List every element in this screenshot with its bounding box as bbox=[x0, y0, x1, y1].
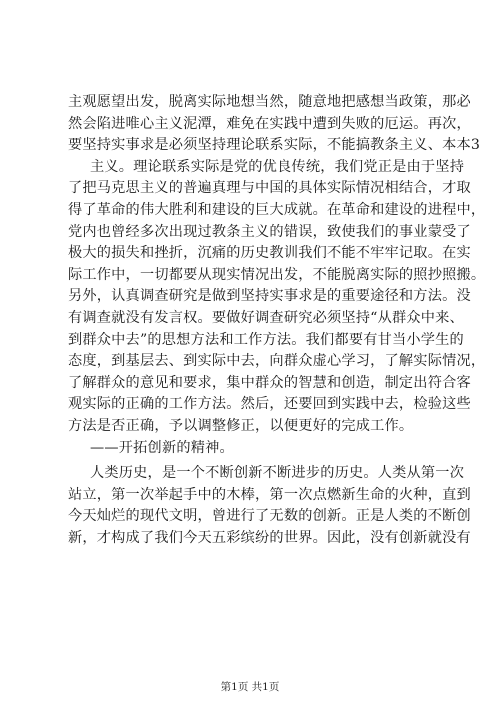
text-line: 得了革命的伟大胜利和建设的巨大成就。在革命和建设的进程中， bbox=[68, 201, 486, 218]
document-body bbox=[68, 92, 486, 549]
text-line: 际工作中，一切都要从现实情况出发，不能脱离实际的照抄照搬。 bbox=[68, 266, 486, 283]
text-line: 人类历史，是一个不断创新不断进步的历史。人类从第一次 bbox=[90, 465, 465, 482]
text-line: 今天灿烂的现代文明，曾进行了无数的创新。正是人类的不断创 bbox=[68, 508, 471, 525]
text-line: 然会陷进唯心主义泥潭，难免在实践中遭到失败的厄运。再次， bbox=[68, 115, 471, 132]
text-line: 了把马克思主义的普遍真理与中国的具体实际情况相结合，才取 bbox=[68, 180, 471, 197]
text-line: 方法是否正确，予以调整修正，以便更好的完成工作。 bbox=[68, 417, 414, 434]
text-line: 新，才构成了我们今天五彩缤纷的世界。因此，没有创新就没有 bbox=[68, 529, 471, 546]
text-line: 另外，认真调查研究是做到坚持实事求是的重要途径和方法。没 bbox=[68, 288, 471, 305]
text-line: 了解群众的意见和要求，集中群众的智慧和创造，制定出符合客 bbox=[68, 374, 471, 391]
text-line: 主观愿望出发，脱离实际地想当然，随意地把感想当政策，那必 bbox=[68, 94, 471, 110]
text-line: 极大的损失和挫折，沉痛的历史教训我们不能不牢牢记取。在实 bbox=[68, 245, 471, 262]
text-line: 党内也曾经多次出现过教条主义的错误，致使我们的事业蒙受了 bbox=[68, 223, 471, 240]
text-line: 观实际的正确的工作方法。然后，还要回到实践中去，检验这些 bbox=[68, 396, 471, 413]
text-line: 到群众中去”的思想方法和工作方法。我们都要有甘当小学生的 bbox=[68, 331, 464, 348]
page-footer: 第1页 共1页 bbox=[220, 681, 280, 693]
text-line: 态度，到基层去、到实际中去，向群众虚心学习，了解实际情况， bbox=[68, 353, 486, 370]
text-line: 有调查就没有发言权。要做好调查研究必须坚持“从群众中来、 bbox=[68, 309, 464, 326]
text-line: 站立，第一次举起手中的木棒，第一次点燃新生命的火种，直到 bbox=[68, 486, 471, 503]
text-line: ——开拓创新的精神。 bbox=[90, 439, 234, 456]
text-line: 主义。理论联系实际是党的优良传统，我们党正是由于坚持 bbox=[90, 158, 465, 175]
text-line: 要坚持实事求是必须坚持理论联系实际，不能搞教条主义、本本3 bbox=[68, 137, 481, 154]
